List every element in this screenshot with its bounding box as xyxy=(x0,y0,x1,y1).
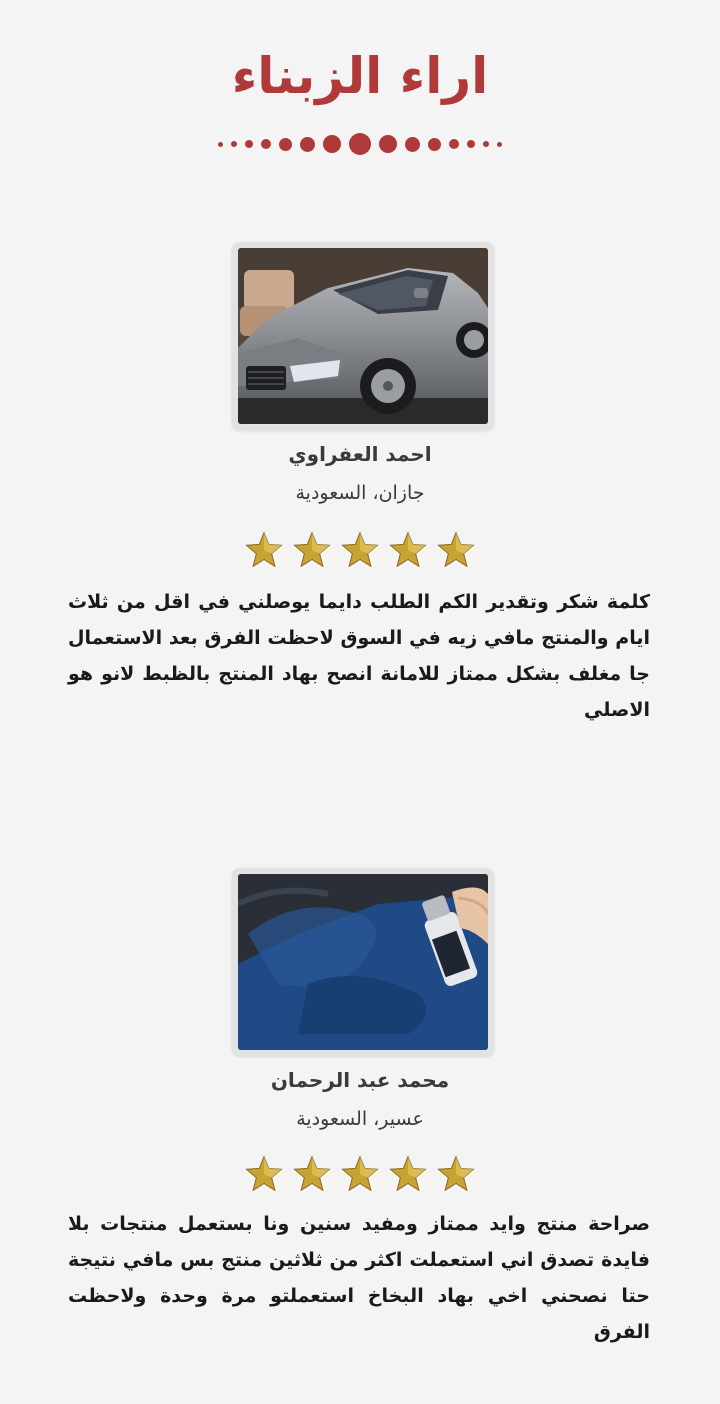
reviewer-location: عسير، السعودية xyxy=(296,1108,424,1130)
divider-dot xyxy=(483,141,489,147)
divider-dot xyxy=(323,135,341,153)
review-text: كلمة شكر وتقدير الكم الطلب دايما يوصلني في اقل من ثلاث ايام والمنتج مافي زيه في السوق لاحظت الفرق بعد الاستعمال جا مغلف بشكل ممتاز للامانة انصح بهاد المنتج بالظبط لانو هو الاصلي xyxy=(68,591,650,721)
star-icon xyxy=(436,1154,476,1194)
rating-stars xyxy=(0,530,720,570)
divider-dot xyxy=(449,139,459,149)
star-icon xyxy=(292,1154,332,1194)
review-text: صراحة منتج وايد ممتاز ومفيد سنين ونا بستعمل منتجات بلا فايدة تصدق اني استعملت اكثر من ثلاثين منتج بس مافي نتيجة حتا نصحني اخي بهاد البخاخ استعملتو مرة وحدة ولاحظت الفرق xyxy=(68,1213,650,1343)
divider-dot xyxy=(428,138,441,151)
section-title: اراء الزبناء xyxy=(231,47,489,105)
divider-dot xyxy=(231,141,237,147)
decorative-dots-divider xyxy=(0,132,720,156)
spray-bottle-photo-illustration xyxy=(238,874,488,1050)
divider-dot xyxy=(261,139,271,149)
divider-dot xyxy=(405,137,420,152)
reviewer-location: جازان، السعودية xyxy=(295,482,425,504)
car-photo xyxy=(238,248,488,424)
star-icon xyxy=(292,530,332,570)
divider-dot xyxy=(349,133,371,155)
review-photo-frame xyxy=(232,868,494,1056)
divider-dot xyxy=(279,138,292,151)
car-photo-illustration xyxy=(238,248,488,424)
star-icon xyxy=(388,1154,428,1194)
star-icon xyxy=(244,530,284,570)
reviewer-name: احمد العفراوي xyxy=(288,442,432,466)
spray-bottle-photo xyxy=(238,874,488,1050)
divider-dot xyxy=(218,142,223,147)
rating-stars xyxy=(0,1154,720,1194)
star-icon xyxy=(340,530,380,570)
divider-dot xyxy=(300,137,315,152)
star-icon xyxy=(340,1154,380,1194)
star-icon xyxy=(388,530,428,570)
review-photo-frame xyxy=(232,242,494,430)
divider-dot xyxy=(379,135,397,153)
reviewer-name: محمد عبد الرحمان xyxy=(270,1068,450,1092)
star-icon xyxy=(436,530,476,570)
divider-dot xyxy=(245,140,253,148)
star-icon xyxy=(244,1154,284,1194)
divider-dot xyxy=(467,140,475,148)
divider-dot xyxy=(497,142,502,147)
